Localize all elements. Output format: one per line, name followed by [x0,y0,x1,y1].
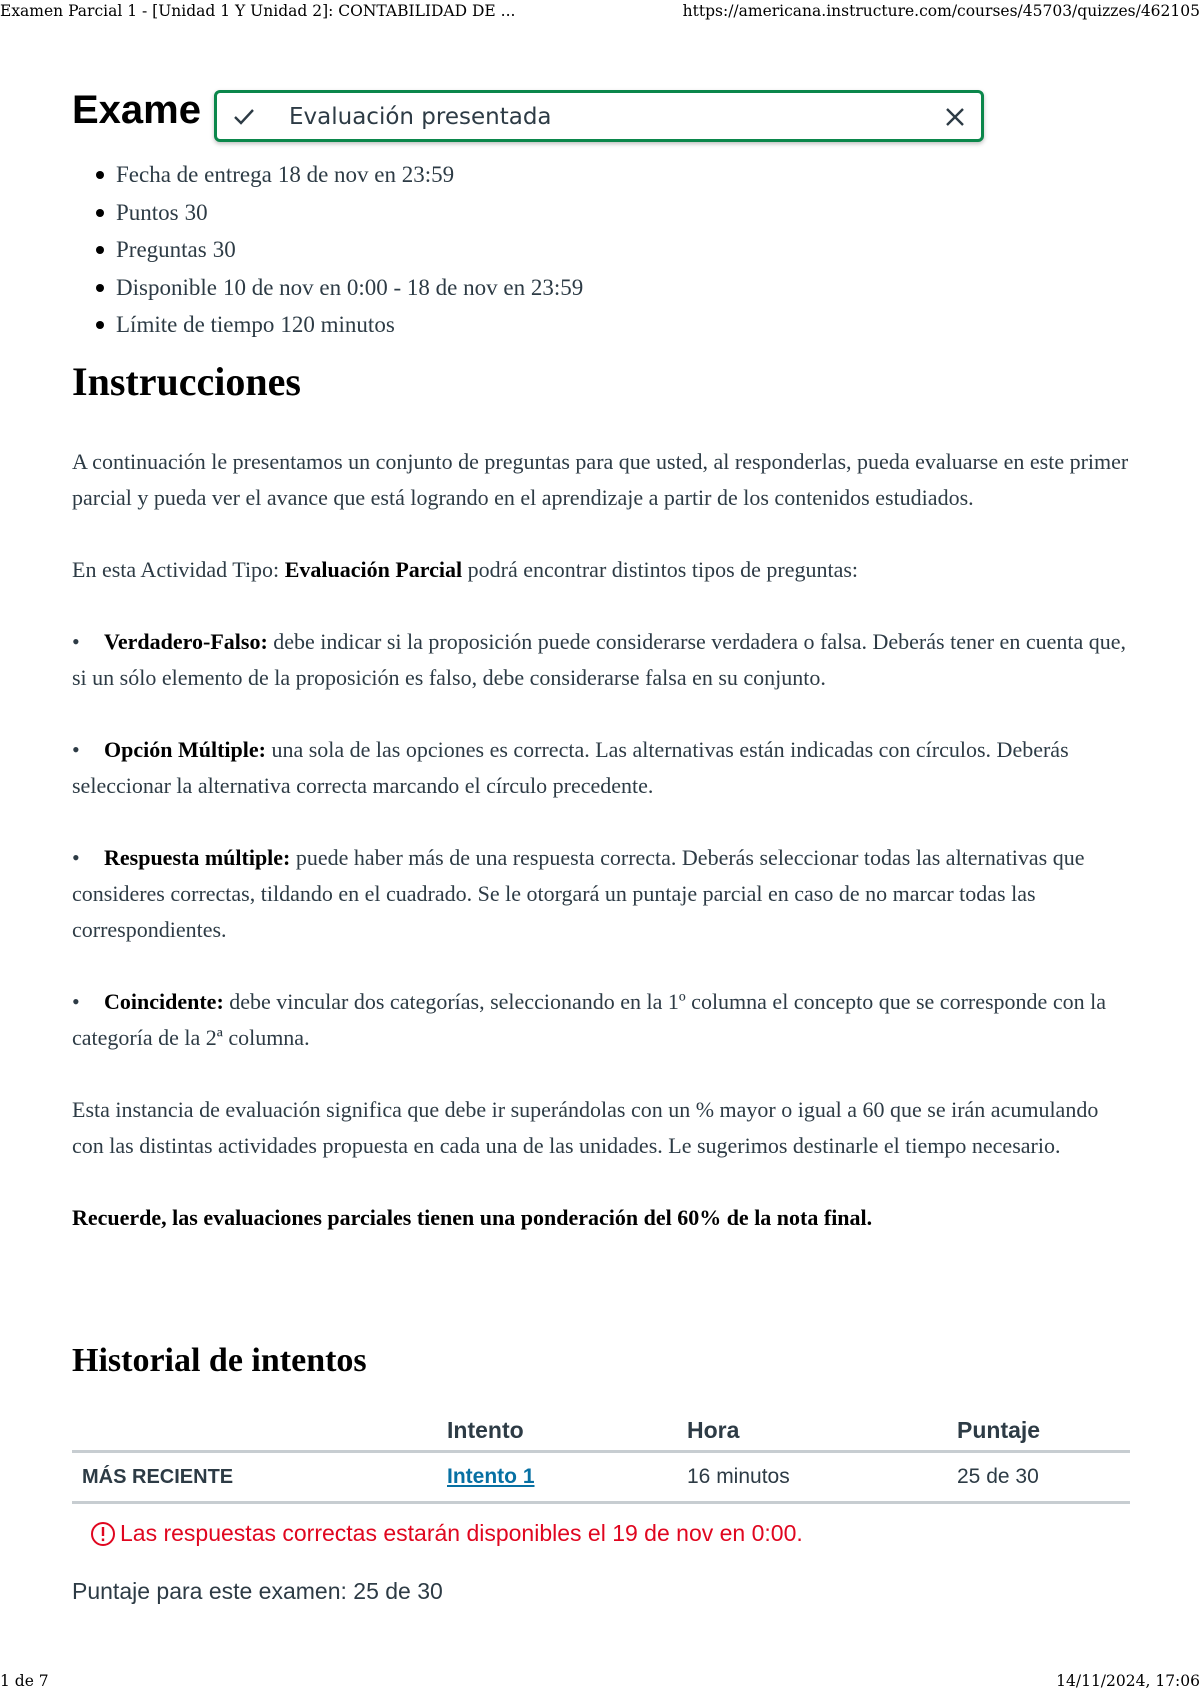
instructions-activity-type: En esta Actividad Tipo: Evaluación Parcial podrá encontrar distintos tipos de preguntas: [72,557,859,582]
column-header-score: Puntaje [947,1410,1130,1452]
attempt-history-table [72,1410,1130,1504]
notice-text: Las respuestas correctas estarán disponibles el 19 de nov en 0:00. [120,1520,803,1546]
question-type-multiple-answer: • Respuesta múltiple: puede haber más de una respuesta correcta. Deberás seleccionar todas las alternativas que consideres correctas, tildando en el cuadrado. Se le otorgará un puntaje parcial en caso de no marcar todas las correspondientes. [72,845,1085,942]
print-header-title: Examen Parcial 1 - [Unidad 1 Y Unidad 2]: CONTABILIDAD DE ... [0,2,516,20]
warning-icon [90,1521,116,1547]
detail-time-limit: Límite de tiempo 120 minutos [92,306,583,344]
print-footer [0,1670,1200,1694]
instructions-reminder: Recuerde, las evaluaciones parciales tienen una ponderación del 60% de la nota final. [72,1205,873,1230]
quiz-score-summary: Puntaje para este examen: 25 de 30 [72,1578,443,1604]
detail-questions: Preguntas 30 [92,231,583,269]
attempt-1-link[interactable]: Intento 1 [447,1465,535,1488]
column-header-blank [72,1410,437,1452]
instructions-threshold: Esta instancia de evaluación significa que debe ir superándolas con un % mayor o igual a 60 que se irán acumulando con las distintas actividades propuesta en cada una de las unidades. Le sugerimos destinarle el tiempo necesario. [72,1097,1099,1158]
print-footer-page: 1 de 7 [0,1672,49,1690]
table-row [72,1452,1130,1503]
quiz-details-list [92,156,583,344]
answers-availability-notice [90,1520,803,1547]
attempt-time: 16 minutos [677,1452,947,1503]
instructions-intro: A continuación le presentamos un conjunto de preguntas para que usted, al responderlas, pueda evaluarse en este primer parcial y pueda ver el avance que está logrando en el aprendizaje a partir de los contenidos estudiados. [72,449,1129,510]
print-header [0,0,1200,28]
print-header-url: https://americana.instructure.com/courses/45703/quizzes/462105 [682,2,1200,20]
detail-available: Disponible 10 de nov en 0:00 - 18 de nov en 23:59 [92,269,583,307]
most-recent-label: MÁS RECIENTE [72,1452,437,1503]
detail-due-date: Fecha de entrega 18 de nov en 23:59 [92,156,583,194]
instructions-heading: Instrucciones [72,359,301,404]
attempt-score: 25 de 30 [947,1452,1130,1503]
column-header-time: Hora [677,1410,947,1452]
check-icon [231,104,257,130]
success-toast [214,90,984,142]
quiz-title: Exame [72,88,201,132]
table-header-row [72,1410,1130,1452]
attempt-history-heading: Historial de intentos [72,1342,367,1379]
question-type-true-false: • Verdadero-Falso: debe indicar si la proposición puede considerarse verdadera o falsa. Deberás tener en cuenta que, si un sólo elemento de la proposición es falso, debe considerarse falsa en su conjunto. [72,629,1126,690]
question-type-multiple-choice: • Opción Múltiple: una sola de las opciones es correcta. Las alternativas están indicadas con círculos. Deberás seleccionar la alternativa correcta marcando el círculo precedente. [72,737,1069,798]
column-header-attempt: Intento [437,1410,677,1452]
question-type-matching: • Coincidente: debe vincular dos categorías, seleccionando en la 1º columna el concepto que se corresponde con la categoría de la 2ª columna. [72,989,1106,1050]
toast-message: Evaluación presentada [289,104,552,130]
detail-points: Puntos 30 [92,194,583,232]
instructions-body [72,444,1132,1272]
print-footer-datetime: 14/11/2024, 17:06 [1056,1672,1200,1690]
close-icon[interactable] [943,105,967,129]
